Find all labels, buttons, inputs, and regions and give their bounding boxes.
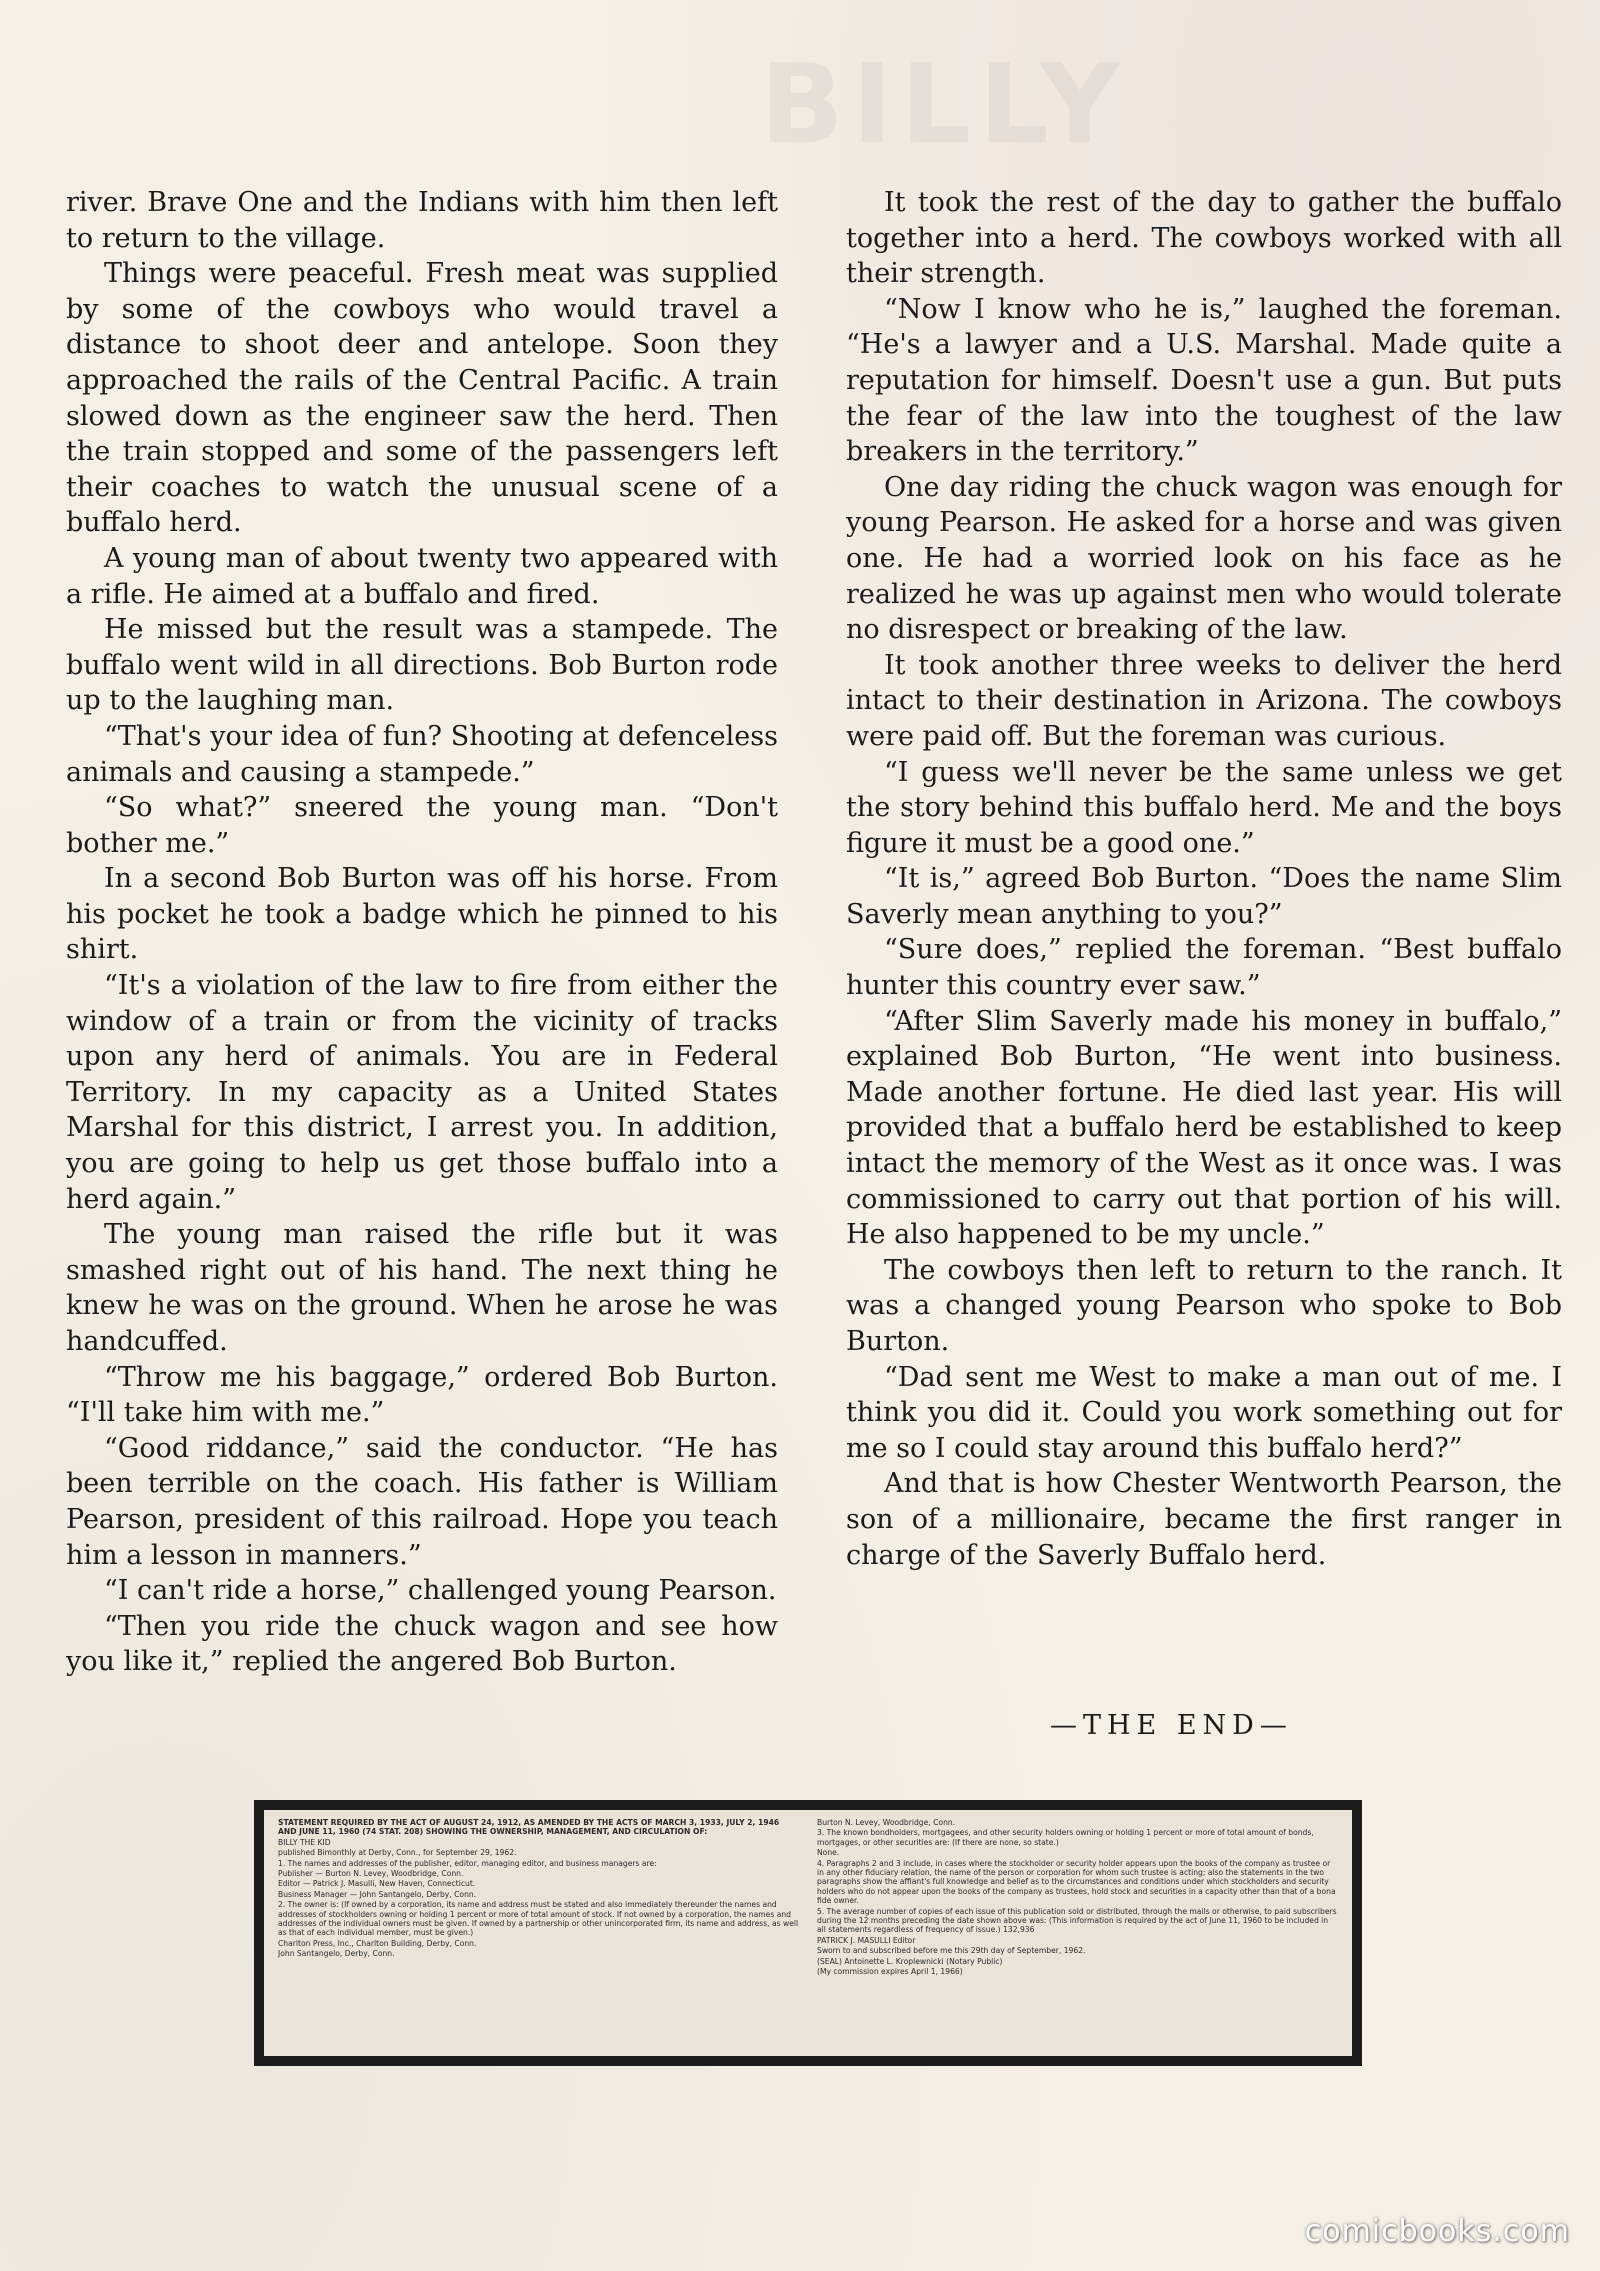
story-paragraph: “Now I know who he is,” laughed the foreman. “He's a lawyer and a U.S. Marshal. Made quite a reputation for himself. Doesn't use a gun. But puts the fear of the law into the toughest of the law breakers in the territory.” bbox=[846, 293, 1562, 468]
statement-line: Publisher — Burton N. Levey, Woodbridge, Conn. bbox=[278, 1869, 464, 1879]
statement-line: published Bimonthly at Derby, Conn., for September 29, 1962. bbox=[278, 1848, 517, 1858]
ownership-statement-box bbox=[254, 1800, 1362, 2066]
page-edge-marks bbox=[1534, 1580, 1574, 1618]
story-paragraph: The cowboys then left to return to the ranch. It was a changed young Pearson who spoke to Bob Burton. bbox=[846, 1254, 1562, 1357]
story-paragraph: “That's your idea of fun? Shooting at defenceless animals and causing a stampede.” bbox=[66, 720, 778, 788]
story-paragraph: In a second Bob Burton was off his horse. From his pocket he took a badge which he pinned to his shirt. bbox=[66, 863, 778, 966]
story-column-left bbox=[66, 185, 778, 1680]
story-paragraph: “Throw me his baggage,” ordered Bob Burton. “I'll take him with me.” bbox=[66, 1361, 778, 1429]
statement-line: Business Manager — John Santangelo, Derby, Conn. bbox=[278, 1889, 477, 1899]
story-paragraph: One day riding the chuck wagon was enough for young Pearson. He asked for a horse and was given one. He had a worried look on his face as he realized he was up against men who would tolerate no disrespect or breaking of the law. bbox=[846, 471, 1562, 646]
story-paragraph: “After Slim Saverly made his money in buffalo,” explained Bob Burton, “He went into business. Made another fortune. He died last year. His will provided that a buffalo herd be established to keep intact the memory of the West as it once was. I was commissioned to carry out that portion of his will. He also happened to be my uncle.” bbox=[846, 1005, 1562, 1251]
story-paragraph: “Good riddance,” said the conductor. “He has been terrible on the coach. His father is William Pearson, president of this railroad. Hope you teach him a lesson in manners.” bbox=[66, 1432, 778, 1571]
story-paragraph: It took another three weeks to deliver the herd intact to their destination in Arizona. The cowboys were paid off. But the foreman was curious. bbox=[846, 649, 1562, 752]
story-paragraph: “Dad sent me West to make a man out of me. I think you did it. Could you work something out for me so I could stay around this buffalo herd?” bbox=[846, 1361, 1562, 1464]
statement-line: None. bbox=[817, 1848, 840, 1858]
statement-line: 3. The known bondholders, mortgagees, and other security holders owning or holding 1 percent or more of total amount of bonds, mortgages, or other securities are: (If there are none, so state.) bbox=[817, 1828, 1314, 1847]
story-column-right bbox=[846, 185, 1562, 1573]
statement-line: (SEAL) Antoinette L. Kroplewnicki (Notary Public) bbox=[817, 1956, 1003, 1966]
statement-line: 2. The owner is: (If owned by a corporation, its name and address must be stated and also immediately thereunder the names and addresses of stockholders owning or holding 1 percent or more of total amount of stock. If not owned by a corporation, the names and addresses of the individual owners must be given. If owned by a partnership or other unincorporated firm, its name and address, as well as that of each individual member, must be given.) bbox=[278, 1900, 799, 1938]
story-paragraph: “Sure does,” replied the foreman. “Best buffalo hunter this country ever saw.” bbox=[846, 934, 1562, 1002]
the-end-marker: —THE END— bbox=[1050, 1710, 1293, 1741]
statement-line: Charlton Press, Inc., Charlton Building, Derby, Conn. bbox=[278, 1938, 477, 1948]
story-paragraph: “It is,” agreed Bob Burton. “Does the name Slim Saverly mean anything to you?” bbox=[846, 863, 1562, 930]
statement-line: Sworn to and subscribed before me this 29th day of September, 1962. bbox=[817, 1946, 1086, 1956]
statement-line: PATRICK J. MASULLI Editor bbox=[817, 1935, 916, 1945]
statement-column-left bbox=[278, 1818, 799, 2048]
statement-column-right bbox=[817, 1818, 1338, 2048]
statement-line: (My commission expires April 1, 1966) bbox=[817, 1967, 963, 1977]
story-paragraph: “Then you ride the chuck wagon and see how you like it,” replied the angered Bob Burton. bbox=[66, 1610, 778, 1678]
story-paragraph: A young man of about twenty two appeared with a rifle. He aimed at a buffalo and fired. bbox=[66, 542, 778, 610]
story-paragraph: The young man raised the rifle but it was smashed right out of his hand. The next thing he knew he was on the ground. When he arose he was handcuffed. bbox=[66, 1219, 778, 1357]
story-paragraph: “It's a violation of the law to fire from either the window of a train or from the vicinity of tracks upon any herd of animals. You are in Federal Territory. In my capacity as a United States Marshal for this district, I arrest you. In addition, you are going to help us get those buffalo into a herd again.” bbox=[66, 970, 778, 1215]
story-paragraph: And that is how Chester Wentworth Pearson, the son of a millionaire, became the first ranger in charge of the Saverly Buffalo herd. bbox=[846, 1468, 1562, 1571]
statement-line: STATEMENT REQUIRED BY THE ACT OF AUGUST 24, 1912, AS AMENDED BY THE ACTS OF MARCH 3, 1933, JULY 2, 1946 AND JUNE 11, 1960 (74 STAT. 208) SHOWING THE OWNERSHIP, MANAGEMENT, AND CIRCULATION OF: bbox=[278, 1818, 780, 1837]
story-paragraph: “I can't ride a horse,” challenged young Pearson. bbox=[104, 1575, 777, 1607]
story-paragraph: It took the rest of the day to gather the buffalo together into a herd. The cowboys worked with all their strength. bbox=[846, 187, 1562, 290]
bleed-through-lettering: BILLY bbox=[760, 40, 1128, 168]
statement-line: Editor — Patrick J. Masulli, New Haven, Connecticut. bbox=[278, 1879, 476, 1889]
site-watermark: comicbooks.com bbox=[1304, 2214, 1570, 2249]
story-paragraph: “I guess we'll never be the same unless we get the story behind this buffalo herd. Me and the boys figure it must be a good one.” bbox=[846, 756, 1562, 859]
story-paragraph: Things were peaceful. Fresh meat was supplied by some of the cowboys who would travel a distance to shoot deer and antelope. Soon they approached the rails of the Central Pacific. A train slowed down as the engineer saw the herd. Then the train stopped and some of the passengers left their coaches to watch the unusual scene of a buffalo herd. bbox=[66, 258, 778, 539]
statement-line: BILLY THE KID bbox=[278, 1837, 331, 1847]
statement-line: 4. Paragraphs 2 and 3 include, in cases where the stockholder or security holder appears upon the books of the company as trustee or in any other fiduciary relation, the name of the person or corporation for whom such trustee is acting; also the statements in the two paragraphs show the affiant's full knowledge and belief as to the circumstances and conditions under which stockholders and security holders who do not appear upon the books of the company as trustees, hold stock and securities in a capacity other than that of a bona fide owner. bbox=[817, 1858, 1336, 1906]
statement-line: Burton N. Levey, Woodbridge, Conn. bbox=[817, 1818, 956, 1827]
story-paragraph: “So what?” sneered the young man. “Don't bother me.” bbox=[66, 792, 778, 859]
statement-line: 1. The names and addresses of the publisher, editor, managing editor, and business managers are: bbox=[278, 1858, 657, 1868]
story-paragraph: river. Brave One and the Indians with him then left to return to the village. bbox=[66, 187, 778, 254]
statement-line: 5. The average number of copies of each issue of this publication sold or distributed, through the mails or otherwise, to paid subscribers during the 12 months preceding the date shown above was: (This information is required by the act of June 11, 1960 to be included in all statements regardless of frequency of issue.) 132,936 bbox=[817, 1906, 1337, 1935]
statement-line: John Santangelo, Derby, Conn. bbox=[278, 1949, 395, 1959]
story-paragraph: He missed but the result was a stampede. The buffalo went wild in all directions. Bob Burton rode up to the laughing man. bbox=[66, 614, 778, 717]
